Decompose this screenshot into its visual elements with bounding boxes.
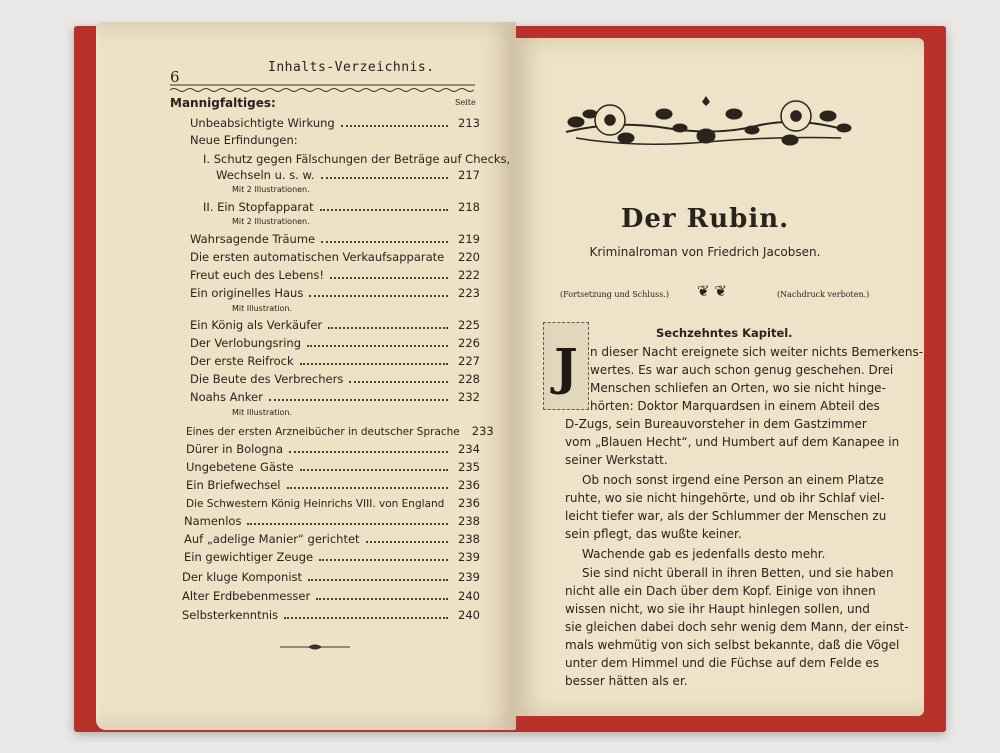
chapter-heading: Sechzehntes Kapitel. [656, 326, 793, 340]
floral-ornament [556, 92, 856, 156]
toc-entry-title: I. Schutz gegen Fälschungen der Beträge auf Checks, [203, 152, 511, 166]
toc-entry: Die Beute des Verbrechers 228 [190, 372, 480, 386]
text-line: seiner Werkstatt. [565, 453, 668, 467]
toc-entry: Wahrsagende Träume 219 [190, 232, 480, 246]
text-line: D-Zugs, sein Bureauvorsteher in dem Gastzimmer [565, 417, 867, 431]
toc-entry: Ein König als Verkäufer 225 [190, 318, 480, 332]
toc-note: Mit 2 Illustrationen. [232, 185, 310, 194]
toc-entry: Namenlos 238 [184, 514, 480, 528]
text-line: unter dem Himmel und die Füchse auf dem Felde es [565, 656, 880, 670]
toc-entry: Die ersten automatischen Verkaufsapparate 220 [190, 250, 480, 264]
decorative-initial: J [543, 322, 589, 410]
story-subtitle: Kriminalroman von Friedrich Jacobsen. [589, 245, 821, 259]
toc-subheading: Neue Erfindungen: [190, 133, 298, 147]
toc-note: Mit Illustration. [232, 304, 293, 313]
text-line: wertes. Es war auch schon genug geschehen. Drei [590, 363, 894, 377]
toc-entry: Freut euch des Lebens! 222 [190, 268, 480, 282]
toc-entry: Der Verlobungsring 226 [190, 336, 480, 350]
fleuron-ornament: ❦ ❦ [697, 282, 727, 300]
text-line: sie gleichen dabei doch sehr wenig dem Mann, der einst- [565, 620, 909, 634]
section-title: Mannigfaltiges: [170, 96, 276, 110]
toc-note: Mit 2 Illustrationen. [232, 217, 310, 226]
toc-entry: Der erste Reifrock 227 [190, 354, 480, 368]
text-line: nicht alle ein Dach über dem Kopf. Einige von ihnen [565, 584, 876, 598]
toc-entry: Wechseln u. s. w. 217 [216, 168, 480, 182]
text-line: vom „Blauen Hecht“, und Humbert auf dem Kanapee in [565, 435, 900, 449]
text-line: Menschen schliefen an Orten, wo sie nicht hinge- [590, 381, 886, 395]
text-line: hörten: Doktor Marquardsen in einem Abteil des [590, 399, 880, 413]
text-line: mals wehmütig von sich selbst bekannte, daß die Vögel [565, 638, 900, 652]
toc-entry: Noahs Anker 232 [190, 390, 480, 404]
text-line: ruhte, wo sie nicht hingehörte, und ob ihr Schlaf viel- [565, 491, 885, 505]
toc-entry: Ein gewichtiger Zeuge 239 [184, 550, 480, 564]
page-number: 6 [170, 68, 180, 86]
chain-border-ornament [170, 82, 475, 94]
toc-entry: Dürer in Bologna 234 [186, 442, 480, 456]
toc-entry: Der kluge Komponist 239 [182, 570, 480, 584]
toc-entry: Ungebetene Gäste 235 [186, 460, 480, 474]
text-line: Wachende gab es jedenfalls desto mehr. [582, 547, 826, 561]
continuation-note: (Fortsetzung und Schluss.) [560, 290, 669, 299]
toc-entry: Ein originelles Haus 223 [190, 286, 480, 300]
toc-entry: Auf „adelige Manier“ gerichtet 238 [184, 532, 480, 546]
end-ornament [280, 642, 350, 652]
text-line: n dieser Nacht ereignete sich weiter nichts Bemerkens- [590, 345, 924, 359]
toc-entry: II. Ein Stopfapparat 218 [203, 200, 480, 214]
toc-entry: Ein Briefwechsel 236 [186, 478, 480, 492]
text-line: Sie sind nicht überall in ihren Betten, und sie haben [582, 566, 894, 580]
text-line: leicht tiefer war, als der Schlummer der Menschen zu [565, 509, 887, 523]
text-line: wissen nicht, wo sie ihr Haupt hinlegen sollen, und [565, 602, 870, 616]
text-line: sein pflegt, das wußte keiner. [565, 527, 742, 541]
toc-entry: Eines der ersten Arzneibücher in deutscher Sprache 233 [186, 424, 494, 438]
running-head: Inhalts-Verzeichnis. [268, 60, 435, 75]
toc-note: Mit Illustration. [232, 408, 293, 417]
text-line: Ob noch sonst irgend eine Person an einem Platze [582, 473, 884, 487]
story-title: Der Rubin. [620, 204, 790, 234]
toc-entry: Alter Erdbebenmesser 240 [182, 589, 480, 603]
toc-entry: Die Schwestern König Heinrichs VIII. von England 236 [186, 496, 480, 510]
toc-entry: Selbsterkenntnis 240 [182, 608, 480, 622]
page-column-header: Seite [455, 98, 476, 107]
reprint-note: (Nachdruck verboten.) [777, 290, 870, 299]
text-line: besser hätten als er. [565, 674, 688, 688]
toc-entry: Unbeabsichtigte Wirkung 213 [190, 116, 480, 130]
